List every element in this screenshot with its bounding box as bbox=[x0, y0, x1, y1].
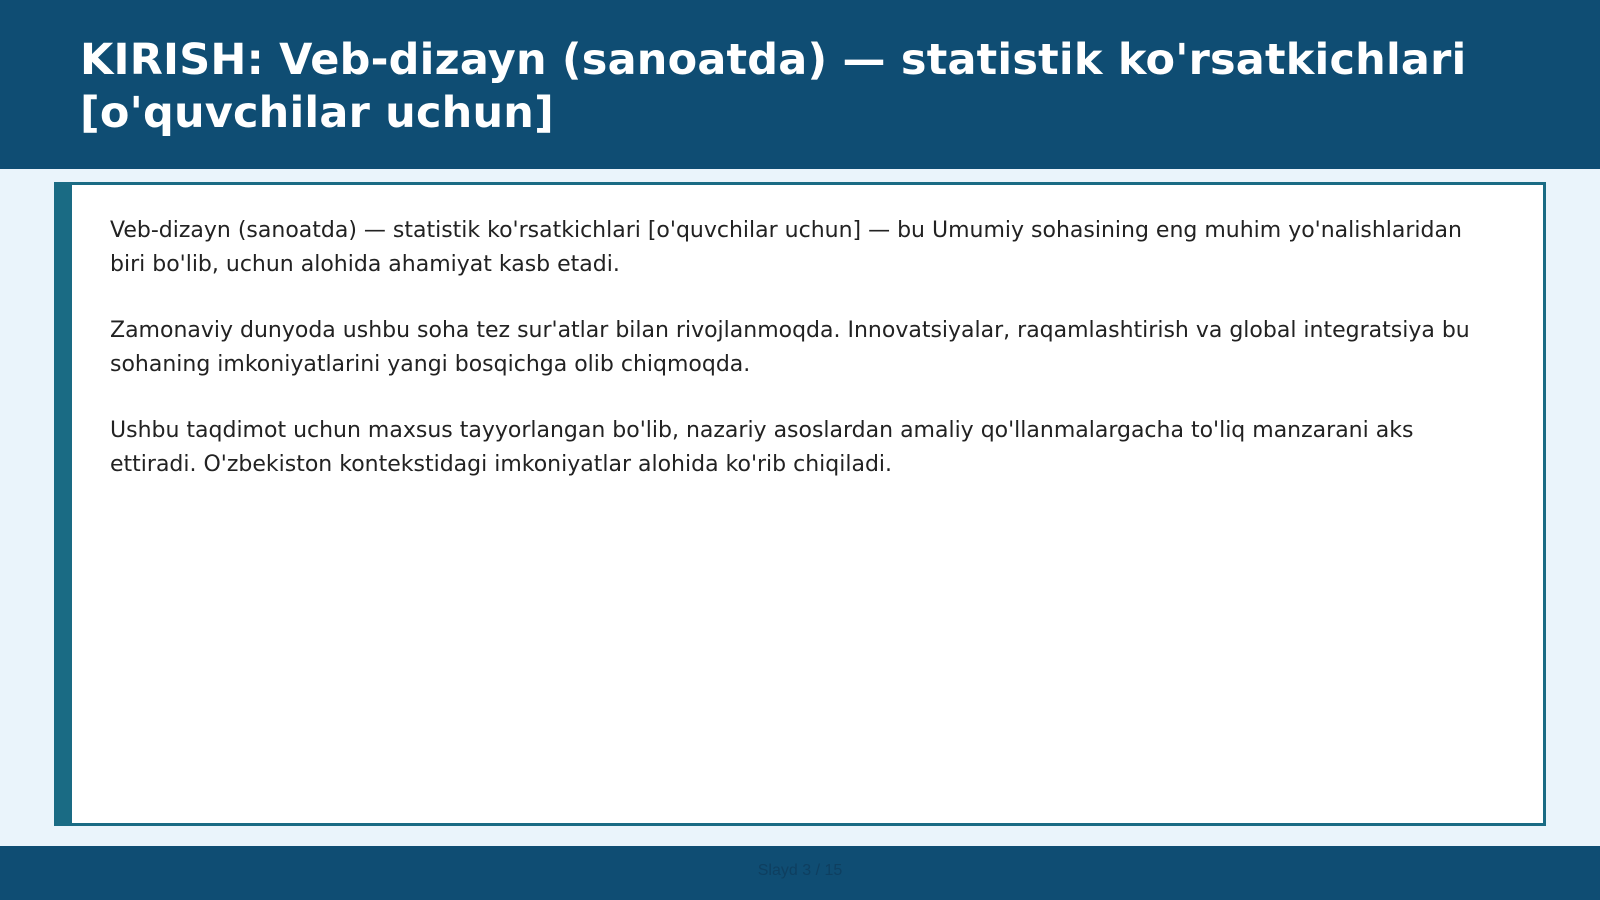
paragraph-presentation-scope: Ushbu taqdimot uchun maxsus tayyorlangan bo'lib, nazariy asoslardan amaliy qo'llanmalargacha to'liq manzarani aks ettiradi. O'zbekiston kontekstidagi imkoniyatlar alohida ko'rib chiqiladi. bbox=[110, 418, 1414, 477]
paragraph-intro: Veb-dizayn (sanoatda) — statistik ko'rsatkichlari [o'quvchilar uchun] — bu Umumiy sohasining eng muhim yo'nalishlaridan biri bo'lib, uchun alohida ahamiyat kasb etadi. bbox=[110, 218, 1462, 277]
paragraph-modern-world: Zamonaviy dunyoda ushbu soha tez sur'atlar bilan rivojlanmoqda. Innovatsiyalar, raqamlashtirish va global integratsiya bu sohaning imkoniyatlarini yangi bosqichga olib chiqmoqda. bbox=[110, 318, 1470, 377]
slide-title: KIRISH: Veb-dizayn (sanoatda) — statistik ko'rsatkichlari [o'quvchilar uchun] bbox=[80, 35, 1467, 138]
slide-header bbox=[0, 0, 1600, 169]
slide-footer bbox=[0, 846, 1600, 900]
slide-number: Slayd 3 / 15 bbox=[757, 862, 843, 879]
content-body bbox=[110, 214, 1490, 514]
